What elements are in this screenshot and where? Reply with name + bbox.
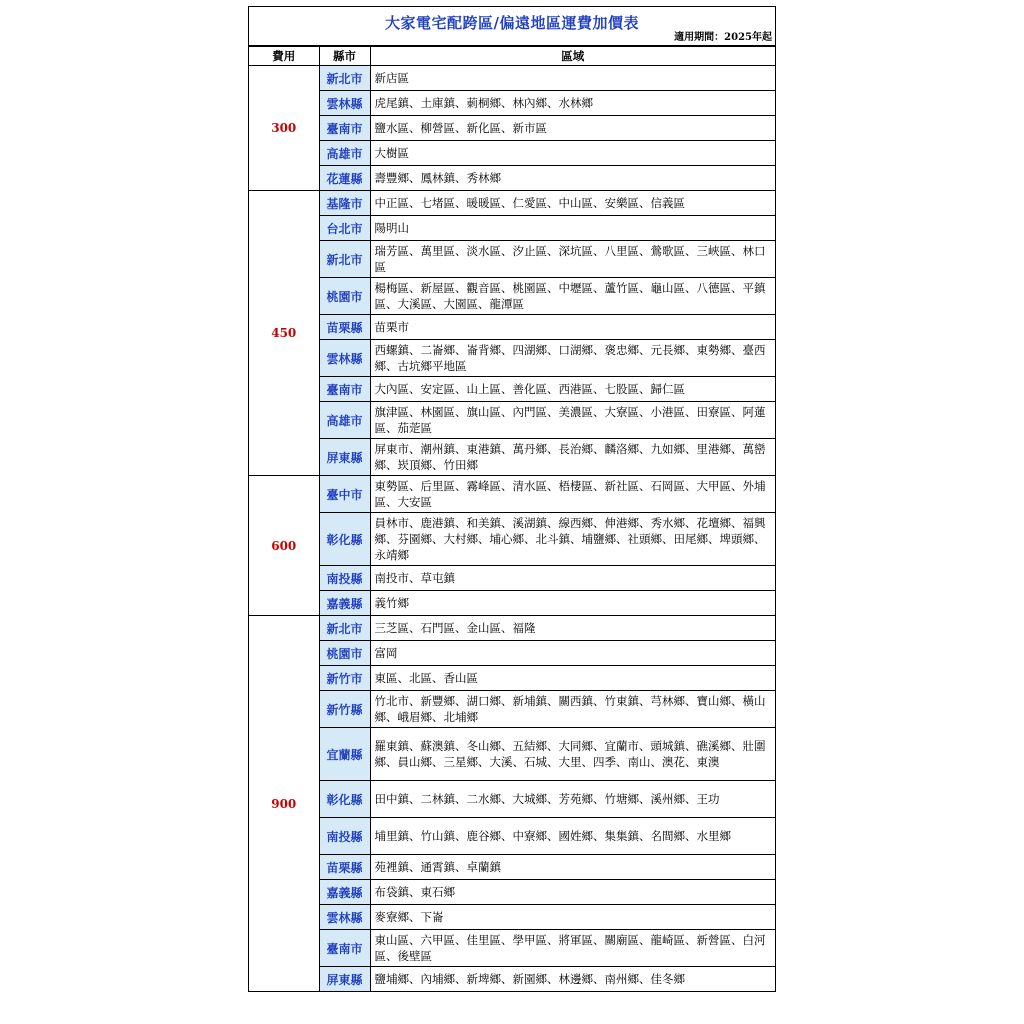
- city-cell: 桃園市: [319, 278, 370, 315]
- city-cell: 雲林縣: [319, 905, 370, 930]
- table-row: [249, 967, 775, 992]
- table-title: 大家電宅配跨區/偏遠地區運費加價表: [385, 14, 639, 32]
- table-row: [249, 66, 775, 91]
- table-row: [249, 340, 775, 377]
- table-row: [249, 91, 775, 116]
- area-cell: 三芝區、石門區、金山區、福隆: [370, 616, 775, 641]
- table-row: [249, 591, 775, 616]
- table-row: [249, 728, 775, 781]
- table-row: [249, 855, 775, 880]
- table-row: [249, 781, 775, 818]
- area-cell: 新店區: [370, 66, 775, 91]
- area-cell: 虎尾鎮、土庫鎮、莿桐鄉、林內鄉、水林鄉: [370, 91, 775, 116]
- valid-period: 適用期間：2025年起: [674, 32, 772, 43]
- table-row: [249, 905, 775, 930]
- table-row: [249, 216, 775, 241]
- city-cell: 新竹縣: [319, 691, 370, 728]
- city-cell: 高雄市: [319, 141, 370, 166]
- city-cell: 新北市: [319, 241, 370, 278]
- table-row: [249, 241, 775, 278]
- city-cell: 花蓮縣: [319, 166, 370, 191]
- area-cell: 鹽水區、柳營區、新化區、新市區: [370, 116, 775, 141]
- table-row: [249, 818, 775, 855]
- table-row: [249, 880, 775, 905]
- table-row: [249, 930, 775, 967]
- area-cell: 大內區、安定區、山上區、善化區、西港區、七股區、歸仁區: [370, 377, 775, 402]
- city-cell: 基隆市: [319, 191, 370, 216]
- city-cell: 桃園市: [319, 641, 370, 666]
- city-cell: 彰化縣: [319, 513, 370, 566]
- table-row: [249, 278, 775, 315]
- area-cell: 埔里鎮、竹山鎮、鹿谷鄉、中寮鄉、國姓鄉、集集鎮、名間鄉、水里鄉: [370, 818, 775, 855]
- table-body: [249, 66, 775, 992]
- table-row: [249, 141, 775, 166]
- area-cell: 田中鎮、二林鎮、二水鄉、大城鄉、芳苑鄉、竹塘鄉、溪州鄉、王功: [370, 781, 775, 818]
- city-cell: 彰化縣: [319, 781, 370, 818]
- city-cell: 宜蘭縣: [319, 728, 370, 781]
- city-cell: 臺南市: [319, 116, 370, 141]
- area-cell: 陽明山: [370, 216, 775, 241]
- area-cell: 富岡: [370, 641, 775, 666]
- area-cell: 員林市、鹿港鎮、和美鎮、溪湖鎮、線西鄉、伸港鄉、秀水鄉、花壇鄉、福興鄉、芬園鄉、大村鄉、埔心鄉、北斗鎮、埔鹽鄉、社頭鄉、田尾鄉、埤頭鄉、永靖鄉: [370, 513, 775, 566]
- city-cell: 臺南市: [319, 930, 370, 967]
- table-row: [249, 191, 775, 216]
- area-cell: 瑞芳區、萬里區、淡水區、汐止區、深坑區、八里區、鶯歌區、三峽區、林口區: [370, 241, 775, 278]
- area-cell: 竹北市、新豐鄉、湖口鄉、新埔鎮、關西鎮、竹東鎮、芎林鄉、寶山鄉、橫山鄉、峨眉鄉、北埔鄉: [370, 691, 775, 728]
- city-cell: 苗栗縣: [319, 855, 370, 880]
- area-cell: 東區、北區、香山區: [370, 666, 775, 691]
- city-cell: 雲林縣: [319, 91, 370, 116]
- area-cell: 東勢區、后里區、霧峰區、清水區、梧棲區、新社區、石岡區、大甲區、外埔區、大安區: [370, 476, 775, 513]
- table-row: [249, 616, 775, 641]
- header-row: [249, 47, 775, 66]
- area-cell: 旗津區、林園區、旗山區、內門區、美濃區、大寮區、小港區、田寮區、阿蓮區、茄萣區: [370, 402, 775, 439]
- area-cell: 大樹區: [370, 141, 775, 166]
- area-cell: 中正區、七堵區、暖暖區、仁愛區、中山區、安樂區、信義區: [370, 191, 775, 216]
- area-cell: 屏東市、潮州鎮、東港鎮、萬丹鄉、長治鄉、麟洛鄉、九如鄉、里港鄉、萬巒鄉、崁頂鄉、竹田鄉: [370, 439, 775, 476]
- table-row: [249, 476, 775, 513]
- city-cell: 新竹市: [319, 666, 370, 691]
- fee-cell: 600: [249, 476, 319, 616]
- table-row: [249, 513, 775, 566]
- table-row: [249, 116, 775, 141]
- city-cell: 新北市: [319, 616, 370, 641]
- fee-cell: 900: [249, 616, 319, 992]
- table-row: [249, 566, 775, 591]
- table-row: [249, 439, 775, 476]
- city-cell: 台北市: [319, 216, 370, 241]
- table-row: [249, 402, 775, 439]
- city-cell: 屏東縣: [319, 439, 370, 476]
- city-cell: 高雄市: [319, 402, 370, 439]
- city-cell: 南投縣: [319, 566, 370, 591]
- fee-cell: 300: [249, 66, 319, 191]
- city-cell: 新北市: [319, 66, 370, 91]
- area-cell: 羅東鎮、蘇澳鎮、冬山鄉、五結鄉、大同鄉、宜蘭市、頭城鎮、礁溪鄉、壯圍鄉、員山鄉、三星鄉、大溪、石城、大里、四季、南山、澳花、東澳: [370, 728, 775, 781]
- table-row: [249, 377, 775, 402]
- header-fee: 費用: [249, 47, 319, 66]
- table-row: [249, 315, 775, 340]
- table-row: [249, 166, 775, 191]
- area-cell: 鹽埔鄉、內埔鄉、新埤鄉、新園鄉、林邊鄉、南州鄉、佳冬鄉: [370, 967, 775, 992]
- area-cell: 義竹鄉: [370, 591, 775, 616]
- table-row: [249, 666, 775, 691]
- city-cell: 雲林縣: [319, 340, 370, 377]
- city-cell: 苗栗縣: [319, 315, 370, 340]
- city-cell: 屏東縣: [319, 967, 370, 992]
- fee-cell: 450: [249, 191, 319, 476]
- table-row: [249, 641, 775, 666]
- fee-table: [249, 46, 775, 992]
- area-cell: 楊梅區、新屋區、觀音區、桃園區、中壢區、蘆竹區、龜山區、八德區、平鎮區、大溪區、大園區、龍潭區: [370, 278, 775, 315]
- area-cell: 麥寮鄉、下崙: [370, 905, 775, 930]
- table-row: [249, 691, 775, 728]
- city-cell: 臺南市: [319, 377, 370, 402]
- fee-table-sheet: [248, 6, 776, 992]
- city-cell: 嘉義縣: [319, 880, 370, 905]
- city-cell: 南投縣: [319, 818, 370, 855]
- area-cell: 布袋鎮、東石鄉: [370, 880, 775, 905]
- area-cell: 東山區、六甲區、佳里區、學甲區、將軍區、關廟區、龍崎區、新營區、白河區、後壁區: [370, 930, 775, 967]
- header-area: 區域: [370, 47, 775, 66]
- title-block: [249, 7, 775, 46]
- area-cell: 西螺鎮、二崙鄉、崙背鄉、四湖鄉、口湖鄉、褒忠鄉、元長鄉、東勢鄉、臺西鄉、古坑鄉平地區: [370, 340, 775, 377]
- city-cell: 嘉義縣: [319, 591, 370, 616]
- area-cell: 苑裡鎮、通霄鎮、卓蘭鎮: [370, 855, 775, 880]
- area-cell: 南投市、草屯鎮: [370, 566, 775, 591]
- city-cell: 臺中市: [319, 476, 370, 513]
- area-cell: 壽豐鄉、鳳林鎮、秀林鄉: [370, 166, 775, 191]
- area-cell: 苗栗市: [370, 315, 775, 340]
- header-city: 縣市: [319, 47, 370, 66]
